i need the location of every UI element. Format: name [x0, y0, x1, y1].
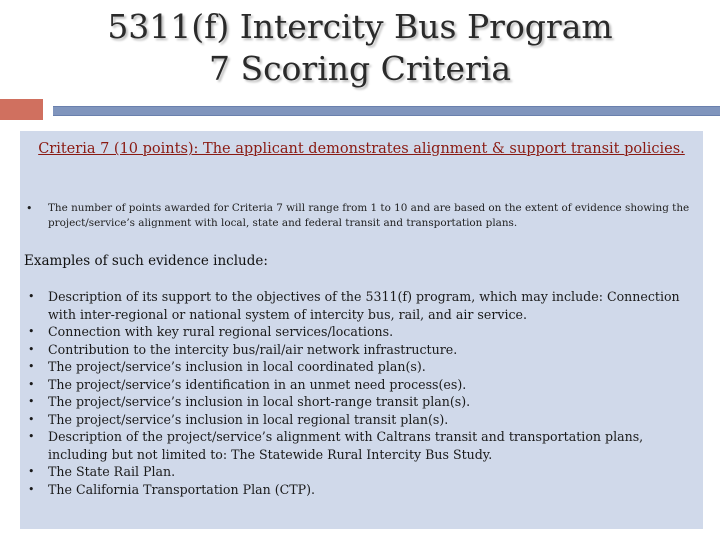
list-item: • The project/service’s identification in an unmet need process(es). [28, 376, 467, 392]
bullet-icon: • [28, 360, 35, 373]
slide-title [0, 6, 720, 90]
bullet-icon: • [28, 377, 35, 391]
list-item: • Description of its support to the objectives of the 5311(f) program, which may include: Connection with inter-regional or national system of intercity bus, rail, and air service. [28, 289, 680, 322]
evidence-list [20, 288, 703, 498]
list-item: • The project/service’s inclusion in local coordinated plan(s). [28, 359, 426, 374]
bullet-icon: • [28, 290, 35, 303]
bullet-icon: • [28, 482, 35, 496]
bullet-icon: • [28, 430, 35, 443]
bullet-icon: • [28, 342, 35, 356]
title-line-1: 5311(f) Intercity Bus Program [107, 7, 613, 46]
list-item: • Description of the project/service’s alignment with Caltrans transit and transportation plans, including but not limited to: The Statewide Rural Intercity Bus Study. [28, 429, 644, 462]
list-item: • The project/service’s inclusion in local regional transit plan(s). [28, 411, 449, 427]
bullet-icon: • [28, 325, 35, 338]
bullet-icon: • [26, 202, 33, 215]
title-line-2: 7 Scoring Criteria [208, 49, 511, 88]
list-item: • Contribution to the intercity bus/rail/air network infrastructure. [28, 341, 458, 357]
examples-label: Examples of such evidence include: [24, 253, 268, 269]
list-item: • The California Transportation Plan (CTP). [28, 481, 316, 497]
list-item: • The project/service’s inclusion in local short-range transit plan(s). [28, 394, 471, 409]
accent-blue-bar [53, 106, 720, 116]
accent-red-block [0, 99, 43, 120]
content-panel [20, 131, 703, 529]
bullet-icon: • [28, 465, 35, 478]
intro-text: The number of points awarded for Criteria 7 will range from 1 to 10 and are based on the extent of evidence showing the project/service’s alignment with local, state and federal transit and transportation plans. [48, 202, 690, 229]
bullet-icon: • [28, 395, 35, 408]
criteria-heading: Criteria 7 (10 points): The applicant demonstrates alignment & support transit policies. [38, 141, 685, 157]
list-item: • Connection with key rural regional services/locations. [28, 324, 394, 339]
bullet-icon: • [28, 412, 35, 426]
list-item: • The State Rail Plan. [28, 464, 176, 479]
